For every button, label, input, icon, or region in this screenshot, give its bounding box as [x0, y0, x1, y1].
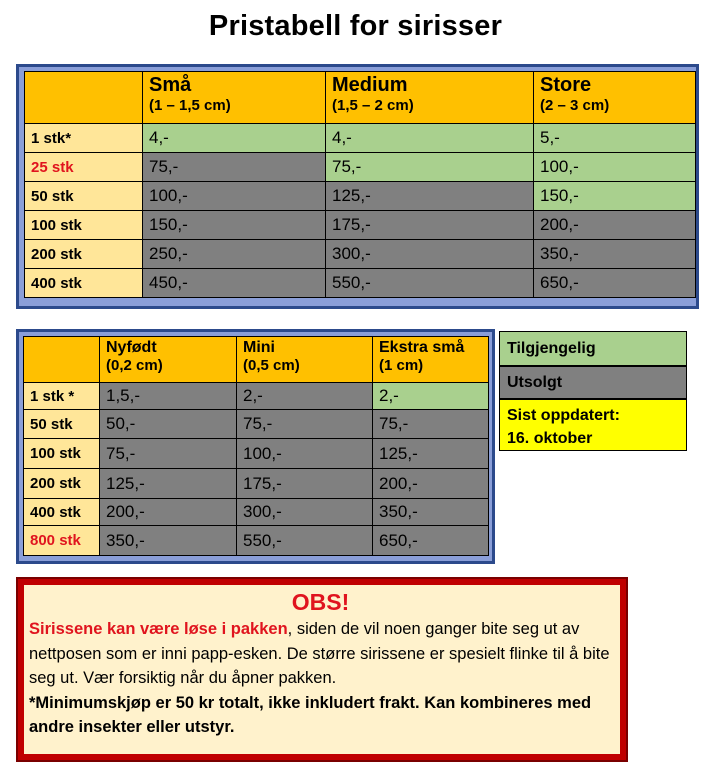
table-row [24, 469, 489, 499]
column-header: Store (2 – 3 cm) [534, 72, 696, 124]
notice-body: , siden de vil noen ganger bite seg ut av nettposen som er inni papp-esken. De større sirissene er spesielt flinke til å bite seg ut. Vær forsiktig når du åpner pakken. [29, 620, 610, 687]
last-updated-label: Sist oppdatert: [507, 407, 620, 424]
row-label: 100 stk [24, 439, 100, 469]
price-cell: 4,- [326, 124, 534, 153]
table-row [25, 211, 696, 240]
row-label: 50 stk [24, 410, 100, 439]
notice-box [24, 585, 620, 754]
price-cell: 650,- [534, 269, 696, 298]
column-header: Små (1 – 1,5 cm) [143, 72, 326, 124]
small-price-table [23, 336, 489, 556]
price-cell: 175,- [237, 469, 373, 499]
row-label: 800 stk [24, 526, 100, 556]
price-cell: 450,- [143, 269, 326, 298]
price-cell: 75,- [100, 439, 237, 469]
page-title: Pristabell for sirisser [208, 10, 503, 42]
price-cell: 250,- [143, 240, 326, 269]
price-cell: 300,- [237, 499, 373, 526]
price-cell: 75,- [373, 410, 489, 439]
table-row [25, 269, 696, 298]
price-cell: 175,- [326, 211, 534, 240]
price-cell: 5,- [534, 124, 696, 153]
large-price-table [24, 71, 696, 298]
price-cell: 200,- [373, 469, 489, 499]
column-header: Medium (1,5 – 2 cm) [326, 72, 534, 124]
row-label: 25 stk [25, 153, 143, 182]
price-cell: 1,5,- [100, 383, 237, 410]
table-row [25, 182, 696, 211]
price-cell: 150,- [143, 211, 326, 240]
price-cell: 125,- [100, 469, 237, 499]
row-label: 100 stk [25, 211, 143, 240]
notice-text [29, 617, 612, 691]
table-corner [25, 72, 143, 124]
table-row [25, 124, 696, 153]
status-legend [499, 331, 687, 451]
notice-warning: Sirissene kan være løse i pakken [29, 620, 288, 638]
price-cell: 2,- [373, 383, 489, 410]
price-cell: 200,- [534, 211, 696, 240]
price-cell: 75,- [237, 410, 373, 439]
price-cell: 100,- [143, 182, 326, 211]
table-row [24, 383, 489, 410]
notice-heading: OBS! [291, 589, 350, 615]
price-cell: 350,- [373, 499, 489, 526]
table-row [24, 439, 489, 469]
table-row [25, 240, 696, 269]
price-cell: 550,- [237, 526, 373, 556]
price-cell: 150,- [534, 182, 696, 211]
row-label: 1 stk * [24, 383, 100, 410]
price-cell: 4,- [143, 124, 326, 153]
price-cell: 650,- [373, 526, 489, 556]
price-cell: 125,- [373, 439, 489, 469]
price-cell: 550,- [326, 269, 534, 298]
legend-available: Tilgjengelig [499, 331, 687, 366]
row-label: 50 stk [25, 182, 143, 211]
price-cell: 350,- [100, 526, 237, 556]
price-cell: 200,- [100, 499, 237, 526]
price-cell: 2,- [237, 383, 373, 410]
price-cell: 125,- [326, 182, 534, 211]
column-header: Nyfødt (0,2 cm) [100, 337, 237, 383]
column-header: Mini (0,5 cm) [237, 337, 373, 383]
row-label: 400 stk [24, 499, 100, 526]
price-cell: 75,- [143, 153, 326, 182]
row-label: 200 stk [24, 469, 100, 499]
minimum-purchase-note: *Minimumskjøp er 50 kr totalt, ikke inkludert frakt. Kan kombineres med andre insekter eller utstyr. [29, 693, 592, 736]
price-cell: 100,- [534, 153, 696, 182]
legend-sold-out: Utsolgt [499, 366, 687, 399]
price-cell: 350,- [534, 240, 696, 269]
price-cell: 100,- [237, 439, 373, 469]
row-label: 200 stk [25, 240, 143, 269]
row-label: 1 stk* [25, 124, 143, 153]
price-cell: 50,- [100, 410, 237, 439]
table-row [25, 153, 696, 182]
last-updated-date: 16. oktober [507, 430, 593, 447]
row-label: 400 stk [25, 269, 143, 298]
table-corner [24, 337, 100, 383]
table-row [24, 526, 489, 556]
notice-frame [16, 577, 628, 762]
column-header: Ekstra små (1 cm) [373, 337, 489, 383]
table-row [24, 499, 489, 526]
table-row [24, 410, 489, 439]
price-cell: 300,- [326, 240, 534, 269]
last-updated-box [499, 399, 687, 451]
price-cell: 75,- [326, 153, 534, 182]
